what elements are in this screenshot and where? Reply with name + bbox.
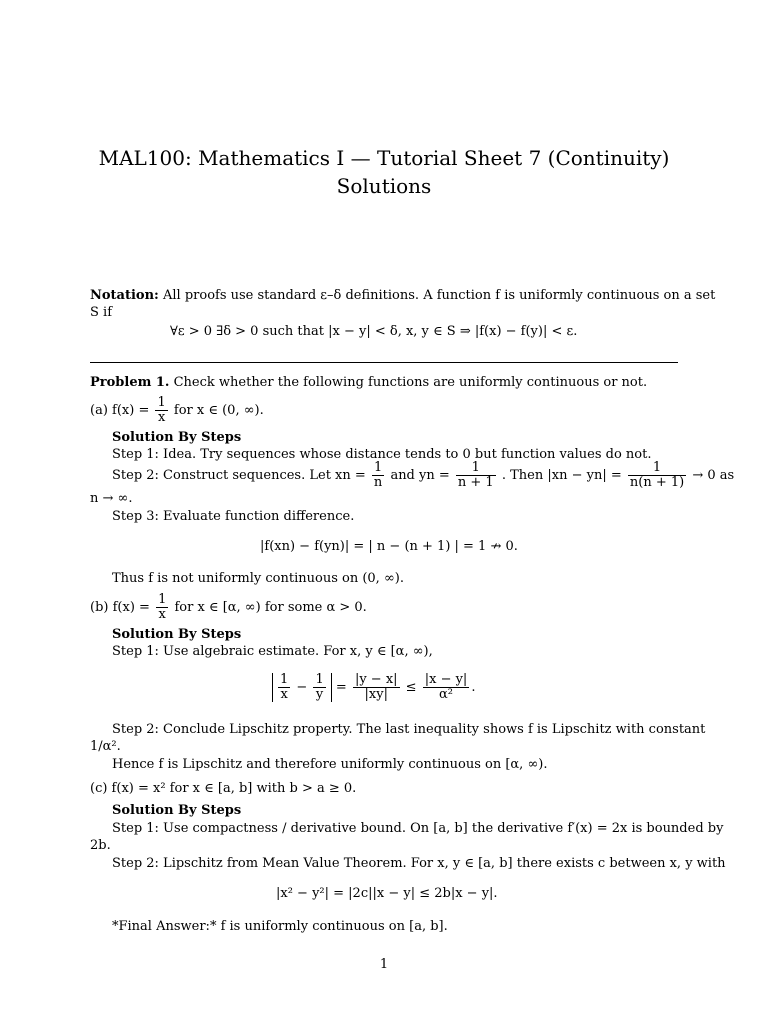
- frac-num: 1: [652, 460, 662, 475]
- part-b-fraction: [156, 593, 168, 622]
- part-b-domain: for x ∈ [α, ∞) for some α > 0.: [174, 600, 367, 615]
- part-a-solution-heading: Solution By Steps: [112, 430, 242, 445]
- frac-num: 1: [157, 395, 166, 410]
- part-a-step2-frac3: [628, 461, 686, 490]
- notation-text: All proofs use standard ε–δ definitions. A function f is uniformly continuous on a set: [163, 288, 716, 303]
- part-c-step1: Step 1: Use compactness / derivative bound. On [a, b] the derivative f′(x) = 2x is bounded by: [112, 821, 724, 836]
- part-a-step1: Step 1: Idea. Try sequences whose distance tends to 0 but function values do not.: [112, 447, 652, 462]
- part-a-equation: |f(xn) − f(yn)| = | n − (n + 1) | = 1 ↛ 0.: [260, 539, 518, 554]
- frac-num: 1: [315, 672, 324, 687]
- problem-1-text: Check whether the following functions are uniformly continuous or not.: [173, 375, 648, 390]
- part-b-eq-frac1: [278, 673, 290, 702]
- frac-den: α²: [423, 687, 470, 702]
- part-b-label: (b) f(x) =: [90, 600, 150, 615]
- section-divider: [90, 362, 678, 363]
- part-c-solution-heading: Solution By Steps: [112, 803, 242, 818]
- problem-1-label: Problem 1.: [90, 375, 170, 390]
- notation-line1: [90, 288, 715, 303]
- frac-num: 1: [158, 592, 167, 607]
- part-b-step1: Step 1: Use algebraic estimate. For x, y ∈ [α, ∞),: [112, 644, 433, 659]
- frac-num: 1: [471, 460, 480, 475]
- problem-1-statement: [90, 375, 647, 390]
- part-a-step2-text-a: Step 2: Construct sequences. Let xn =: [112, 468, 366, 483]
- part-b-eq-frac4: [423, 673, 470, 702]
- frac-num: 1: [373, 460, 383, 475]
- page-number: 1: [379, 957, 389, 972]
- part-c-step1-continued: 2b.: [90, 838, 111, 853]
- part-c-equation: |x² − y²| = |2c||x − y| ≤ 2b|x − y|.: [276, 886, 498, 901]
- part-a-step2: [112, 461, 734, 490]
- part-a-step2-text-b: and yn =: [390, 468, 450, 483]
- document-subtitle: Solutions: [336, 174, 432, 198]
- frac-den: |xy|: [353, 687, 400, 702]
- part-a-step2-continued: n → ∞.: [90, 491, 133, 506]
- frac-den: y: [313, 687, 325, 702]
- part-b-equation: [272, 673, 475, 702]
- document-title: MAL100: Mathematics I — Tutorial Sheet 7 (Continuity): [98, 146, 670, 170]
- part-a-fraction: [155, 396, 167, 425]
- part-b-eq-equals: =: [335, 680, 347, 695]
- frac-den: n: [373, 475, 383, 490]
- part-a-conclusion: Thus f is not uniformly continuous on (0, ∞).: [112, 571, 404, 586]
- part-b-eq-leq: ≤: [405, 680, 417, 695]
- part-a-step2-text-d: → 0 as: [692, 468, 735, 483]
- frac-den: n + 1: [457, 475, 494, 490]
- part-c-final-answer: *Final Answer:* f is uniformly continuous on [a, b].: [112, 919, 448, 934]
- part-a-label: (a) f(x) =: [90, 403, 150, 418]
- frac-den: x: [155, 410, 167, 425]
- part-b-eq-frac2: [313, 673, 325, 702]
- part-a-statement: [90, 396, 264, 425]
- part-b-eq-end: .: [471, 680, 476, 695]
- notation-label: Notation:: [90, 288, 159, 303]
- part-b-conclusion: Hence f is Lipschitz and therefore uniformly continuous on [α, ∞).: [112, 757, 548, 772]
- frac-den: n(n + 1): [629, 475, 685, 490]
- part-c-statement: (c) f(x) = x² for x ∈ [a, b] with b > a ≥ 0.: [90, 781, 357, 796]
- part-a-step2-frac1: [372, 461, 384, 490]
- notation-formula: ∀ε > 0 ∃δ > 0 such that |x − y| < δ, x, y ∈ S ⇒ |f(x) − f(y)| < ε.: [170, 324, 578, 339]
- part-b-step2-continued: 1/α².: [90, 739, 121, 754]
- notation-line2: S if: [90, 305, 113, 320]
- frac-num: 1: [280, 672, 289, 687]
- part-b-statement: [90, 593, 367, 622]
- part-c-step2: Step 2: Lipschitz from Mean Value Theorem. For x, y ∈ [a, b] there exists c between x, y with: [112, 856, 726, 871]
- part-b-abs-expression: [272, 673, 332, 702]
- frac-den: x: [156, 607, 168, 622]
- part-b-eq-frac3: [353, 673, 400, 702]
- frac-num: |y − x|: [354, 672, 398, 687]
- part-b-solution-heading: Solution By Steps: [112, 627, 242, 642]
- frac-den: x: [278, 687, 290, 702]
- frac-num: |x − y|: [424, 672, 468, 687]
- part-a-step2-frac2: [456, 461, 496, 490]
- part-b-step2: Step 2: Conclude Lipschitz property. The last inequality shows f is Lipschitz with constant: [112, 722, 706, 737]
- part-a-step2-text-c: . Then |xn − yn| =: [501, 468, 622, 483]
- part-a-domain: for x ∈ (0, ∞).: [173, 403, 264, 418]
- part-b-eq-minus: −: [296, 680, 308, 695]
- part-a-step3: Step 3: Evaluate function difference.: [112, 509, 355, 524]
